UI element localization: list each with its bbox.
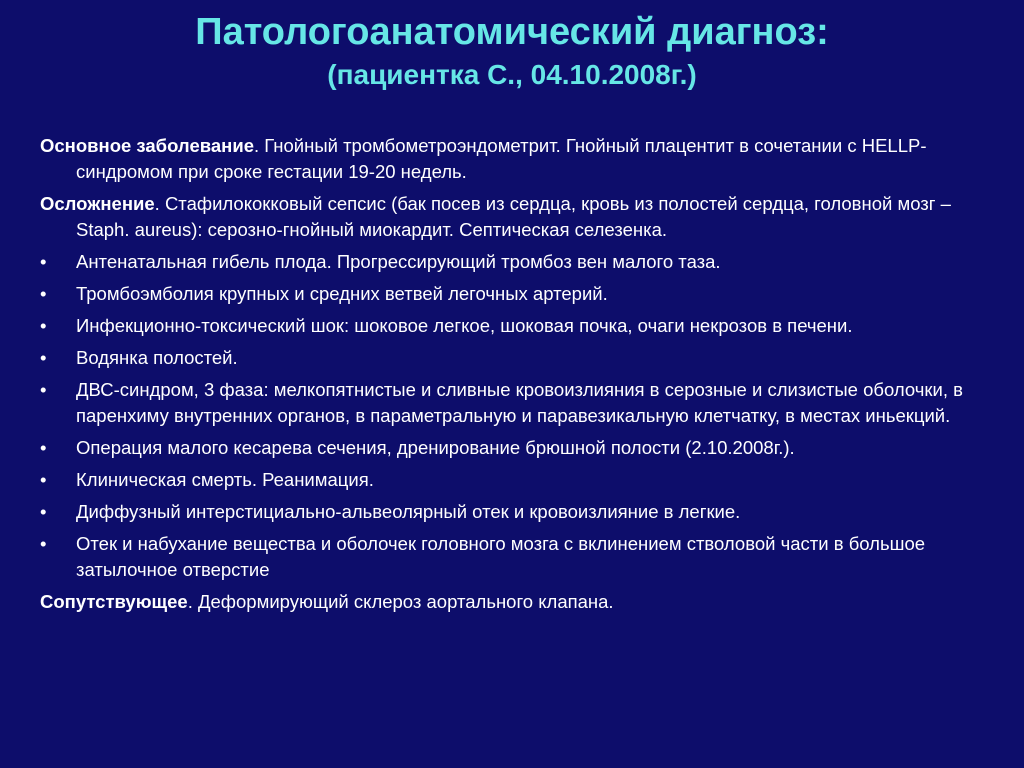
slide-subtitle: (пациентка С., 04.10.2008г.) [327,58,697,90]
list-item-text: Водянка полостей. [76,347,238,368]
bullet-icon: • [40,283,47,304]
list-item-text: Отек и набухание вещества и оболочек головного мозга с вклинением стволовой части в большое затылочное отверстие [76,533,926,580]
slide-content [40,133,990,621]
slide-title-block [0,10,1024,91]
main-disease-text: . Гнойный тромбометроэндометрит. Гнойный плацентит в сочетании с HELLP-синдромом при сроке гестации 19-20 недель. [76,135,927,182]
bullet-icon: • [40,533,47,554]
list-item [40,281,990,307]
bullet-icon: • [40,315,47,336]
main-disease-paragraph [40,133,990,185]
list-item [40,499,990,525]
slide-title: Патологоанатомический диагноз: [195,11,829,53]
concomitant-label: Сопутствующее [40,591,188,612]
complication-text: . Стафилококковый сепсис (бак посев из сердца, кровь из полостей сердца, головной мозг – Staph. aureus): серозно-гнойный миокардит. Септическая селезенка. [76,193,951,240]
list-item-text: Диффузный интерстициально-альвеолярный отек и кровоизлияние в легкие. [76,501,741,522]
list-item [40,467,990,493]
list-item-text: Антенатальная гибель плода. Прогрессирующий тромбоз вен малого таза. [76,251,721,272]
list-item-text: Операция малого кесарева сечения, дренирование брюшной полости (2.10.2008г.). [76,437,795,458]
list-item-text: Тромбоэмболия крупных и средних ветвей легочных артерий. [76,283,608,304]
bullet-icon: • [40,379,47,400]
list-item-text: ДВС-синдром, 3 фаза: мелкопятнистые и сливные кровоизлияния в серозные и слизистые оболочки, в паренхиму внутренних органов, в параметральную и паравезикальную клетчатку, в местах иньекций. [76,379,963,426]
main-disease-label: Основное заболевание [40,135,254,156]
concomitant-paragraph [40,589,990,615]
list-item [40,313,990,339]
bullet-icon: • [40,469,47,490]
list-item [40,531,990,583]
list-item [40,377,990,429]
bullet-icon: • [40,501,47,522]
bullet-icon: • [40,251,47,272]
list-item-text: Клиническая смерть. Реанимация. [76,469,374,490]
list-item [40,435,990,461]
complication-label: Осложнение [40,193,155,214]
bullet-icon: • [40,347,47,368]
list-item [40,345,990,371]
concomitant-text: . Деформирующий склероз аортального клапана. [187,591,614,612]
list-item-text: Инфекционно-токсический шок: шоковое легкое, шоковая почка, очаги некрозов в печени. [76,315,853,336]
bullet-icon: • [40,437,47,458]
list-item [40,249,990,275]
complication-paragraph [40,191,990,243]
